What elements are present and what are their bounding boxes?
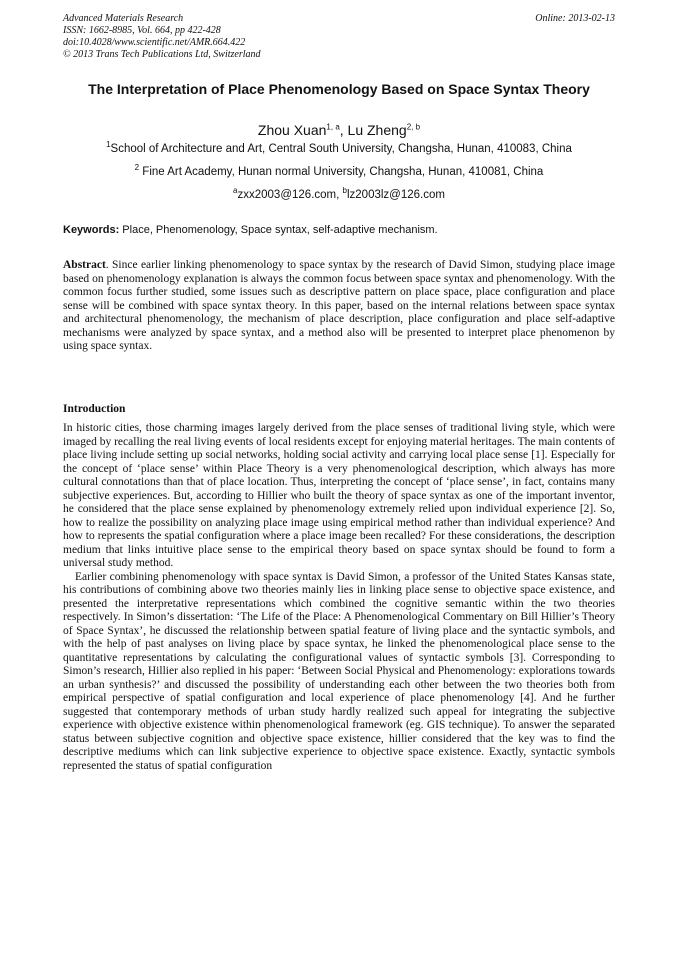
abstract-text: . Since earlier linking phenomenology to space syntax by the research of David Simon, studying place image based on phenomenology explanation is always the common focus between space syntax and phenomenology. With the common focus further studied, some issues such as descriptive pattern on place space, place configuration and place sense will be combined with space syntax theory. In this paper, based on the internal relations between space syntax and architectural phenomenology, the mechanism of place description, place configuration and place self-adaptive mechanisms were analyzed by space syntax, and a method also will be presented to interpret place phenomenon by using space syntax. (63, 259, 615, 352)
affiliation-1 (0, 142, 678, 156)
online-date: Online: 2013-02-13 (535, 13, 615, 24)
copyright-line: © 2013 Trans Tech Publications Ltd, Switzerland (63, 49, 261, 60)
affiliation-2-text: Fine Art Academy, Hunan normal University, Changsha, Hunan, 410081, China (139, 166, 544, 178)
affiliation-1-sup: 1 (106, 140, 111, 150)
affiliation-1-text: School of Architecture and Art, Central South University, Changsha, Hunan, 410083, China (110, 143, 572, 155)
author-line (0, 121, 678, 139)
email-b-sup: b (342, 186, 347, 196)
affiliation-2-sup: 2 (134, 163, 140, 173)
journal-header (63, 13, 615, 61)
author-1-sup: 1, a (326, 122, 340, 132)
introduction-body (63, 422, 615, 773)
author-1: Zhou Xuan (257, 122, 327, 138)
email-a[interactable]: zxx2003@126.com, (237, 189, 343, 201)
author-2-sup: 2, b (406, 122, 421, 132)
intro-paragraph-2: Earlier combining phenomenology with space syntax is David Simon, a professor of the United States Kansas state, his contributions of combining above two theories mainly lies in linking place sense to objective space existence, and presented the interpretative representations which combined the cognitive semantic within the two theories respectively. In Simon’s dissertation: ‘The Life of the Place: A Phenomenological Commentary on Bill Hillier’s Theory of Space Syntax’, he discussed the relationship between spatial feature of living place and the syntactic symbols, and with the help of past analyses on living place by space syntax, he linked the phenomenological place sense to the quantitative representations by calculating the configurational values of syntactic symbols [3]. Corresponding to Simon’s research, Hillier also replied in his paper: ‘Between Social Physical and Phenomenology: explorations towards an urban synthesis?’ and discussed the possibility of understanding each other between the two theories both from empirical perspective of spatial configuration and local experience of place phenomenology [4]. And he further suggested that contemporary methods of urban study hardly realized such appeal for integrating the subjective experience with objective existence within phenomenological framework (eg. GIS technique). To answer the separated status between subjective cognition and objective space existence, hillier considered that the key was to find the descriptive mediums which can link subjective experience to objective space existence. Exactly, syntactic symbols represented the status of spatial configuration (63, 570, 615, 772)
keywords-text: Place, Phenomenology, Space syntax, self-adaptive mechanism. (119, 224, 438, 236)
intro-paragraph-1: In historic cities, those charming images largely derived from the place senses of traditional living style, which were imaged by recalling the real living events of local residents except for enjoying material heritages. The main contents of place living include setting up social networks, holding social activity and carrying local place sense [1]. Especially for the concept of ‘place sense’ within Place Theory is a very phenomenological description, which always has more cultural connotations than that of place location. Thus, interpreting the concept of ‘place sense’, in fact, contains many subjective experiences. But, according to Hillier who built the theory of space syntax as one of the important inventor, he considered that the place sense explained by phenomenology extremely relied upon individual experience [2]. So, how to realize the possibility on analyzing place image using empirical method rather than individual experience? And how to represents the spatial configuration where a place image been recalled? For these considerations, the description medium that links intuitive place sense to the empirical theory based on space syntax should be found to form a universal study method. (63, 422, 615, 569)
email-a-sup: a (233, 186, 238, 196)
email-b[interactable]: lz2003lz@126.com (346, 189, 445, 201)
email-line (0, 188, 678, 202)
abstract (63, 259, 615, 354)
author-2: Lu Zheng (347, 122, 407, 138)
author-separator: , (339, 122, 348, 138)
introduction-heading: Introduction (63, 403, 126, 415)
doi-line: doi:10.4028/www.scientific.net/AMR.664.422 (63, 37, 246, 48)
abstract-label: Abstract (63, 259, 106, 271)
affiliation-2 (0, 165, 678, 179)
keywords-label: Keywords: (63, 224, 120, 236)
keywords (63, 223, 615, 237)
issn-line: ISSN: 1662-8985, Vol. 664, pp 422-428 (63, 25, 221, 36)
paper-title: The Interpretation of Place Phenomenology Based on Space Syntax Theory (88, 81, 590, 97)
journal-name: Advanced Materials Research (63, 13, 184, 24)
